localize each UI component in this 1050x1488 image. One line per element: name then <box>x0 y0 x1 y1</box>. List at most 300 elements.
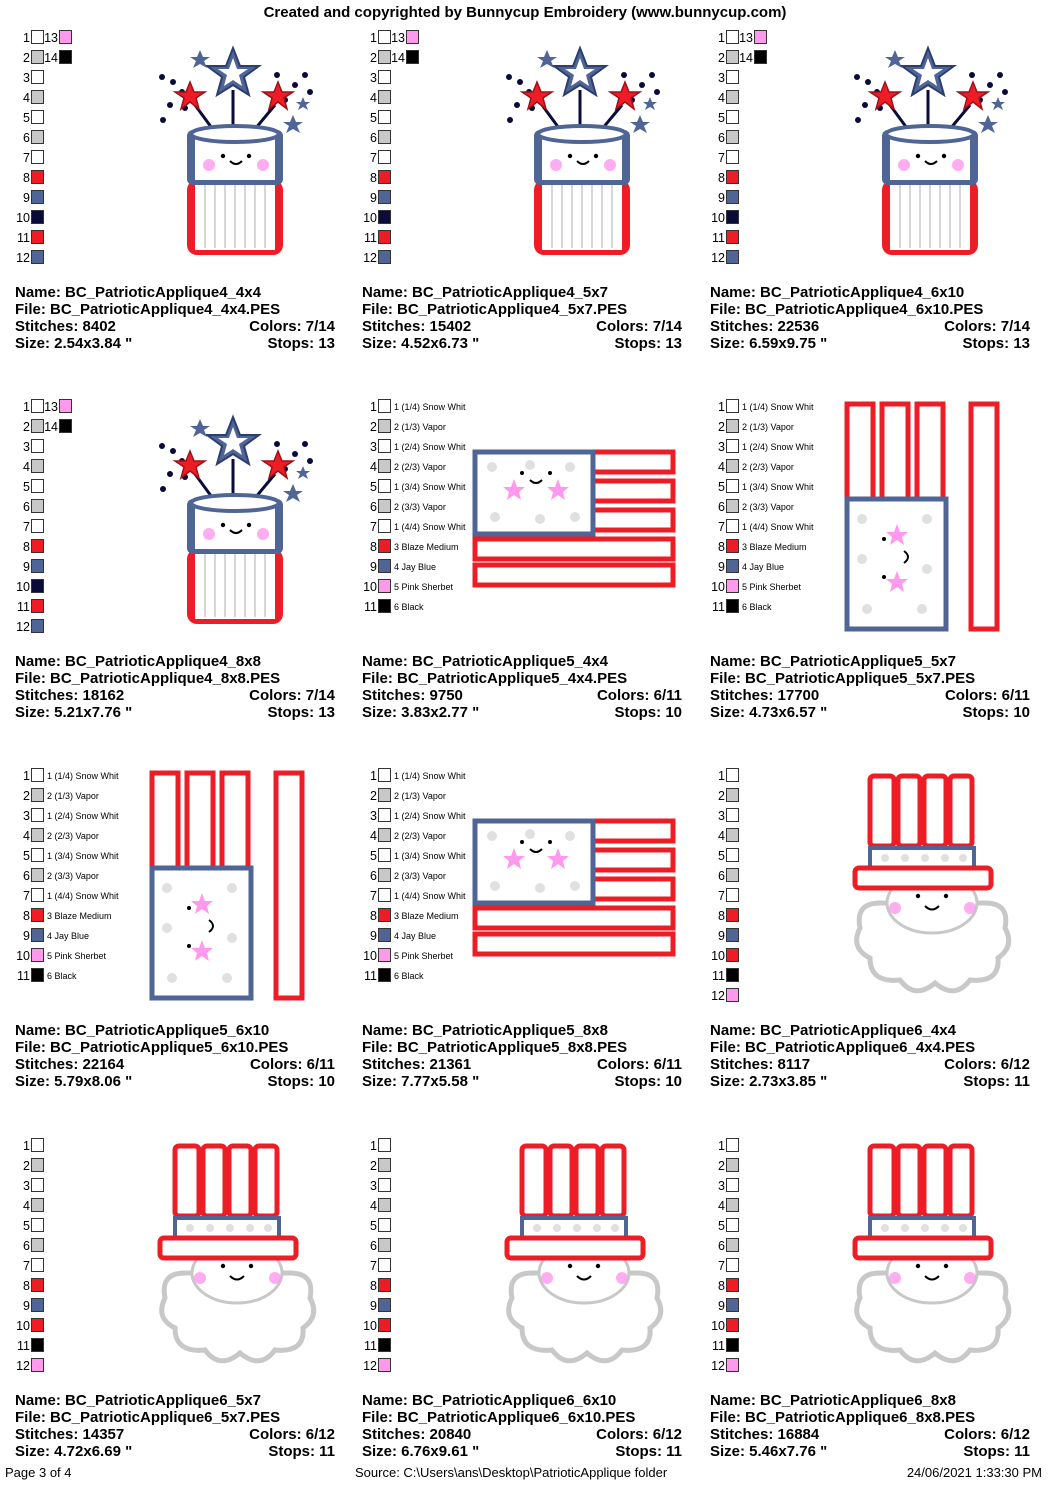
swatch-number: 7 <box>718 520 725 534</box>
swatch-color-box <box>378 848 391 862</box>
swatch-number: 7 <box>370 1259 377 1273</box>
swatch-number: 4 <box>718 1199 725 1213</box>
swatch-color-box <box>726 888 739 902</box>
swatch-color-box <box>31 1178 44 1192</box>
swatch-number: 9 <box>718 1299 725 1313</box>
swatch-number: 2 <box>718 789 725 803</box>
swatch-number: 2 <box>370 1159 377 1173</box>
design-colors: Colors: 6/11 <box>944 687 1030 704</box>
thread-swatch <box>15 1318 44 1334</box>
thread-swatch <box>710 868 739 884</box>
swatch-color-box <box>726 768 739 782</box>
swatch-color-box <box>378 559 391 573</box>
swatch-thread-label: 1 (2/4) Snow Whit <box>394 811 466 821</box>
thread-swatch <box>710 1138 739 1154</box>
swatch-number: 10 <box>711 1319 725 1333</box>
swatch-number: 6 <box>23 131 30 145</box>
swatch-number: 11 <box>364 600 377 614</box>
thread-swatch <box>15 1178 44 1194</box>
design-info <box>15 1022 335 1090</box>
flag-applique <box>470 447 680 592</box>
swatch-color-box <box>726 190 739 204</box>
thread-swatch <box>15 190 44 206</box>
thread-swatch <box>15 1138 44 1154</box>
swatch-number: 1 <box>23 400 30 414</box>
thread-swatch <box>362 968 424 984</box>
design-name: Name: BC_PatrioticApplique5_6x10 <box>15 1022 270 1039</box>
design-card <box>15 768 355 1118</box>
swatch-number: 14 <box>44 420 58 434</box>
swatch-number: 6 <box>370 131 377 145</box>
swatch-number: 4 <box>23 1199 30 1213</box>
swatch-color-box <box>378 1358 391 1372</box>
swatch-number: 6 <box>370 1239 377 1253</box>
thread-swatch <box>362 1258 391 1274</box>
swatch-thread-label: 4 Jay Blue <box>394 562 437 572</box>
design-name: Name: BC_PatrioticApplique6_6x10 <box>362 1392 617 1409</box>
thread-swatch <box>710 210 739 226</box>
swatch-color-box <box>726 210 739 224</box>
swatch-color-box <box>31 479 44 493</box>
thread-swatch <box>710 599 772 615</box>
design-colors: Colors: 6/12 <box>944 1426 1030 1443</box>
design-name: Name: BC_PatrioticApplique5_5x7 <box>710 653 956 670</box>
swatch-number: 5 <box>718 480 725 494</box>
thread-swatch <box>15 419 44 435</box>
swatch-color-box <box>726 808 739 822</box>
swatch-color-box <box>726 1278 739 1292</box>
design-info <box>15 1392 335 1460</box>
swatch-number: 5 <box>718 1219 725 1233</box>
swatch-color-box <box>31 1138 44 1152</box>
swatch-color-box <box>378 1318 391 1332</box>
swatch-color-box <box>31 619 44 633</box>
design-file: File: BC_PatrioticApplique5_8x8.PES <box>362 1039 628 1056</box>
swatch-color-box <box>726 519 739 533</box>
firecracker-cup-applique <box>840 30 1015 260</box>
design-colors: Colors: 6/12 <box>249 1426 335 1443</box>
swatch-number: 8 <box>23 171 30 185</box>
thread-swatch <box>362 1138 391 1154</box>
design-info <box>362 1392 682 1460</box>
swatch-number: 12 <box>711 1359 725 1373</box>
swatch-thread-label: 3 Blaze Medium <box>394 911 459 921</box>
swatch-number: 7 <box>370 520 377 534</box>
swatch-thread-label: 6 Black <box>394 971 424 981</box>
swatch-number: 6 <box>23 1239 30 1253</box>
swatch-color-box <box>378 90 391 104</box>
swatch-color-box <box>726 1238 739 1252</box>
thread-swatch <box>362 1278 391 1294</box>
thread-swatch <box>710 579 801 595</box>
design-colors: Colors: 6/11 <box>596 687 682 704</box>
swatch-color-box <box>378 539 391 553</box>
swatch-number: 5 <box>370 480 377 494</box>
swatch-number: 2 <box>718 420 725 434</box>
swatch-number: 7 <box>23 889 30 903</box>
thread-swatch <box>15 768 119 784</box>
thread-swatch <box>15 499 44 515</box>
swatch-color-box <box>31 70 44 84</box>
swatch-color-box <box>31 1258 44 1272</box>
swatch-thread-label: 1 (1/4) Snow Whit <box>47 771 119 781</box>
swatch-color-box <box>378 130 391 144</box>
swatch-number: 14 <box>44 51 58 65</box>
swatch-number: 14 <box>391 51 405 65</box>
design-stops: Stops: 11 <box>963 1443 1030 1460</box>
flag-applique <box>470 816 680 961</box>
swatch-color-box <box>59 399 72 413</box>
thread-swatch <box>362 1158 391 1174</box>
thread-swatch <box>710 888 739 904</box>
design-name: Name: BC_PatrioticApplique6_5x7 <box>15 1392 261 1409</box>
design-info <box>710 1022 1030 1090</box>
swatch-number: 6 <box>718 131 725 145</box>
thread-swatch <box>710 1298 739 1314</box>
thread-swatch <box>15 828 99 844</box>
swatch-color-box <box>726 1158 739 1172</box>
swatch-thread-label: 1 (4/4) Snow Whit <box>394 522 466 532</box>
swatch-number: 12 <box>711 989 725 1003</box>
swatch-number: 5 <box>370 111 377 125</box>
thread-swatch <box>362 250 391 266</box>
design-size: Size: 6.76x9.61 " <box>362 1443 480 1460</box>
design-info <box>710 284 1030 352</box>
design-stitches: Stitches: 16884 <box>710 1426 820 1443</box>
swatch-color-box <box>31 559 44 573</box>
design-stitches: Stitches: 8402 <box>15 318 116 335</box>
swatch-color-box <box>31 828 44 842</box>
swatch-thread-label: 1 (3/4) Snow Whit <box>394 851 466 861</box>
design-info <box>362 653 682 721</box>
swatch-color-box <box>59 30 72 44</box>
swatch-thread-label: 1 (4/4) Snow Whit <box>394 891 466 901</box>
swatch-color-box <box>378 579 391 593</box>
swatch-number: 3 <box>23 1179 30 1193</box>
thread-swatch <box>710 908 739 924</box>
swatch-color-box <box>726 988 739 1002</box>
swatch-thread-label: 6 Black <box>742 602 772 612</box>
firecracker-cup-applique <box>145 30 320 260</box>
design-stops: Stops: 10 <box>614 704 682 721</box>
thread-swatch <box>15 170 44 186</box>
swatch-color-box <box>726 788 739 802</box>
swatch-number: 8 <box>718 909 725 923</box>
design-file: File: BC_PatrioticApplique6_4x4.PES <box>710 1039 976 1056</box>
swatch-color-box <box>31 1298 44 1312</box>
swatch-number: 6 <box>23 500 30 514</box>
thread-swatch <box>710 768 739 784</box>
swatch-number: 10 <box>16 949 30 963</box>
swatch-color-box <box>31 768 44 782</box>
uncle-sam-applique <box>850 768 1015 1003</box>
swatch-number: 3 <box>23 440 30 454</box>
thread-swatch <box>362 399 466 415</box>
thread-swatch <box>15 788 99 804</box>
swatch-color-box <box>31 1198 44 1212</box>
design-file: File: BC_PatrioticApplique6_6x10.PES <box>362 1409 636 1426</box>
swatch-color-box <box>378 399 391 413</box>
design-name: Name: BC_PatrioticApplique5_4x4 <box>362 653 608 670</box>
swatch-color-box <box>726 419 739 433</box>
swatch-color-box <box>31 519 44 533</box>
thread-swatch <box>15 399 44 415</box>
swatch-thread-label: 3 Blaze Medium <box>394 542 459 552</box>
thread-swatch <box>362 110 391 126</box>
thread-swatch <box>710 848 739 864</box>
swatch-color-box <box>378 788 391 802</box>
thread-swatch <box>15 150 44 166</box>
swatch-number: 3 <box>370 71 377 85</box>
design-info <box>362 1022 682 1090</box>
swatch-thread-label: 1 (2/4) Snow Whit <box>742 442 814 452</box>
design-stops: Stops: 10 <box>962 704 1030 721</box>
swatch-number: 3 <box>23 809 30 823</box>
swatch-color-box <box>726 539 739 553</box>
design-stitches: Stitches: 15402 <box>362 318 472 335</box>
design-card <box>362 768 702 1118</box>
swatch-number: 12 <box>363 1359 377 1373</box>
design-file: File: BC_PatrioticApplique5_5x7.PES <box>710 670 976 687</box>
swatch-color-box <box>59 50 72 64</box>
thread-swatch <box>738 30 767 46</box>
swatch-color-box <box>726 1298 739 1312</box>
thread-swatch <box>390 50 419 66</box>
swatch-thread-label: 2 (3/3) Vapor <box>394 502 446 512</box>
thread-swatch <box>362 1298 391 1314</box>
swatch-color-box <box>31 1318 44 1332</box>
swatch-color-box <box>726 968 739 982</box>
design-name: Name: BC_PatrioticApplique5_8x8 <box>362 1022 608 1039</box>
design-stitches: Stitches: 20840 <box>362 1426 472 1443</box>
design-card <box>710 1138 1050 1488</box>
swatch-color-box <box>726 599 739 613</box>
thread-swatch <box>710 499 794 515</box>
design-stops: Stops: 13 <box>962 335 1030 352</box>
design-stops: Stops: 10 <box>614 1073 682 1090</box>
swatch-number: 3 <box>718 71 725 85</box>
design-card <box>710 768 1050 1118</box>
swatch-number: 12 <box>711 251 725 265</box>
footer-source-path: Source: C:\Users\ans\Desktop\PatrioticApplique folder <box>355 1465 668 1480</box>
design-stops: Stops: 11 <box>268 1443 335 1460</box>
swatch-number: 3 <box>718 1179 725 1193</box>
swatch-color-box <box>378 828 391 842</box>
swatch-color-box <box>378 1278 391 1292</box>
design-info <box>362 284 682 352</box>
swatch-number: 7 <box>370 151 377 165</box>
swatch-number: 12 <box>16 620 30 634</box>
design-size: Size: 5.46x7.76 " <box>710 1443 828 1460</box>
thread-swatch <box>15 70 44 86</box>
swatch-number: 5 <box>718 111 725 125</box>
swatch-thread-label: 2 (3/3) Vapor <box>742 502 794 512</box>
swatch-thread-label: 2 (3/3) Vapor <box>47 871 99 881</box>
swatch-color-box <box>378 230 391 244</box>
swatch-color-box <box>31 808 44 822</box>
thread-swatch <box>15 230 44 246</box>
thread-swatch <box>362 848 466 864</box>
swatch-color-box <box>378 150 391 164</box>
uncle-sam-applique <box>155 1138 320 1373</box>
thread-swatch <box>15 868 99 884</box>
thread-swatch <box>710 928 739 944</box>
swatch-color-box <box>378 948 391 962</box>
thread-swatch <box>15 539 44 555</box>
uncle-sam-applique <box>850 1138 1015 1373</box>
thread-swatch <box>15 439 44 455</box>
thread-swatch <box>15 459 44 475</box>
design-colors: Colors: 6/11 <box>249 1056 335 1073</box>
swatch-color-box <box>378 110 391 124</box>
swatch-thread-label: 1 (3/4) Snow Whit <box>47 851 119 861</box>
swatch-number: 7 <box>718 889 725 903</box>
swatch-color-box <box>31 499 44 513</box>
design-size: Size: 2.73x3.85 " <box>710 1073 828 1090</box>
swatch-number: 4 <box>718 829 725 843</box>
design-info <box>710 653 1030 721</box>
swatch-number: 13 <box>44 400 58 414</box>
swatch-number: 4 <box>718 460 725 474</box>
thread-swatch <box>15 1278 44 1294</box>
swatch-number: 3 <box>718 809 725 823</box>
swatch-number: 11 <box>712 231 725 245</box>
swatch-color-box <box>378 459 391 473</box>
swatch-color-box <box>378 170 391 184</box>
design-size: Size: 3.83x2.77 " <box>362 704 480 721</box>
swatch-color-box <box>726 1178 739 1192</box>
thread-swatch <box>15 619 44 635</box>
swatch-thread-label: 3 Blaze Medium <box>742 542 807 552</box>
swatch-number: 8 <box>370 1279 377 1293</box>
thread-swatch <box>710 1278 739 1294</box>
swatch-thread-label: 2 (1/3) Vapor <box>394 422 446 432</box>
thread-swatch <box>710 459 794 475</box>
thread-swatch <box>710 559 784 575</box>
swatch-number: 5 <box>23 111 30 125</box>
thread-swatch <box>362 788 446 804</box>
thread-swatch <box>15 210 44 226</box>
swatch-thread-label: 6 Black <box>394 602 424 612</box>
swatch-thread-label: 2 (3/3) Vapor <box>394 871 446 881</box>
swatch-color-box <box>726 1318 739 1332</box>
swatch-number: 3 <box>23 71 30 85</box>
swatch-number: 13 <box>391 31 405 45</box>
thread-swatch <box>15 968 77 984</box>
swatch-color-box <box>378 808 391 822</box>
swatch-number: 2 <box>718 51 725 65</box>
swatch-number: 11 <box>712 1339 725 1353</box>
swatch-color-box <box>31 170 44 184</box>
swatch-color-box <box>726 868 739 882</box>
footer-page-number: Page 3 of 4 <box>5 1465 72 1480</box>
design-colors: Colors: 6/11 <box>596 1056 682 1073</box>
swatch-number: 7 <box>23 520 30 534</box>
thread-swatch <box>710 130 739 146</box>
swatch-color-box <box>726 459 739 473</box>
design-card <box>710 399 1050 749</box>
swatch-color-box <box>31 250 44 264</box>
thread-swatch <box>362 190 391 206</box>
swatch-color-box <box>726 439 739 453</box>
thread-swatch <box>362 439 466 455</box>
swatch-color-box <box>31 1218 44 1232</box>
thread-swatch <box>362 170 391 186</box>
design-stitches: Stitches: 21361 <box>362 1056 472 1073</box>
swatch-color-box <box>31 1158 44 1172</box>
thread-swatch <box>710 50 739 66</box>
thread-swatch <box>15 579 44 595</box>
swatch-color-box <box>31 968 44 982</box>
vertical-flag-applique <box>147 768 317 1003</box>
thread-swatch <box>362 50 391 66</box>
swatch-color-box <box>754 50 767 64</box>
swatch-number: 9 <box>23 1299 30 1313</box>
swatch-color-box <box>378 868 391 882</box>
firecracker-cup-applique <box>145 399 320 629</box>
swatch-number: 12 <box>16 1359 30 1373</box>
swatch-number: 8 <box>23 1279 30 1293</box>
swatch-number: 9 <box>370 560 377 574</box>
thread-swatch <box>710 988 739 1004</box>
swatch-number: 11 <box>712 969 725 983</box>
swatch-color-box <box>31 130 44 144</box>
swatch-color-box <box>726 90 739 104</box>
swatch-number: 7 <box>370 889 377 903</box>
thread-swatch <box>738 50 767 66</box>
swatch-color-box <box>726 1258 739 1272</box>
swatch-color-box <box>726 1338 739 1352</box>
swatch-color-box <box>31 150 44 164</box>
thread-swatch <box>362 499 446 515</box>
swatch-number: 7 <box>718 151 725 165</box>
thread-swatch <box>43 399 72 415</box>
swatch-number: 11 <box>364 231 377 245</box>
swatch-thread-label: 5 Pink Sherbet <box>47 951 107 961</box>
design-card <box>362 30 702 380</box>
swatch-number: 7 <box>23 1259 30 1273</box>
swatch-color-box <box>378 599 391 613</box>
swatch-number: 1 <box>370 769 377 783</box>
design-card <box>15 30 355 380</box>
design-name: Name: BC_PatrioticApplique4_5x7 <box>362 284 608 301</box>
thread-swatch <box>710 170 739 186</box>
swatch-number: 5 <box>370 849 377 863</box>
swatch-color-box <box>31 579 44 593</box>
swatch-thread-label: 4 Jay Blue <box>394 931 437 941</box>
thread-swatch <box>710 190 739 206</box>
thread-swatch <box>362 30 391 46</box>
swatch-number: 9 <box>23 191 30 205</box>
swatch-color-box <box>378 888 391 902</box>
swatch-number: 2 <box>370 789 377 803</box>
swatch-thread-label: 1 (3/4) Snow Whit <box>742 482 814 492</box>
thread-swatch <box>362 1218 391 1234</box>
swatch-number: 1 <box>718 1139 725 1153</box>
swatch-number: 12 <box>363 251 377 265</box>
swatch-number: 7 <box>718 1259 725 1273</box>
swatch-number: 4 <box>370 1199 377 1213</box>
design-colors: Colors: 6/12 <box>596 1426 682 1443</box>
uncle-sam-applique <box>502 1138 667 1373</box>
swatch-number: 1 <box>370 31 377 45</box>
swatch-color-box <box>378 1258 391 1272</box>
swatch-number: 8 <box>370 909 377 923</box>
swatch-thread-label: 1 (1/4) Snow Whit <box>394 771 466 781</box>
design-stops: Stops: 11 <box>963 1073 1030 1090</box>
swatch-color-box <box>378 479 391 493</box>
thread-swatch <box>710 828 739 844</box>
